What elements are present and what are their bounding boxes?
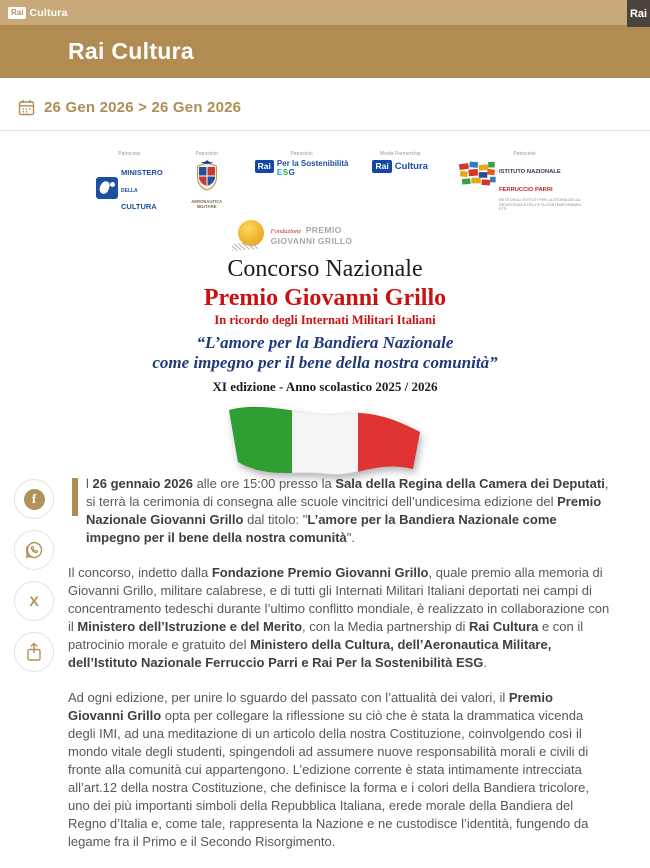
logo-istituto-parri <box>458 151 591 212</box>
logo-aeronautica-militare <box>185 151 229 210</box>
generic-share-button[interactable] <box>14 632 54 672</box>
calendar-icon <box>18 99 35 116</box>
aeronautica-crest-icon <box>195 160 219 196</box>
parri-subtext: RETE DEGLI ISTITUTI PER LA STORIA DELLA RESISTENZA E DELL'ETÀ CONTEMPORANEA - ETS <box>498 197 584 212</box>
poster-subtitle-imi: In ricordo degli Internati Militari Italiani <box>214 313 436 328</box>
article-paragraph: Ad ogni edizione, per unire lo sguardo del passato con l’attualità dei valori, il Premio Giovanni Grillo opta per collegare la riflessione su ciò che è stata la drammatica vicenda degli IMI, ad una meditazione di un articolo della nostra Costituzione, coinvolgendo così il mondo vitale degli studenti, spingendoli ad assumere nuove responsabilità morali e civili di fronte alla comunità cui appartengono. L’edizione corrente è stata intimamente intrecciata all’art.12 della nostra Costituzione, che definisce la forma e i colori della Bandiera tricolore, uno dei più importanti simboli della Repubblica Italiana, erede morale della Bandiera del Regno d’Italia e, come tale, rappresenta la Nazione e ne custodisce l’identità, fungendo da legame fra il Primo e il Secondo Risorgimento. <box>68 690 589 849</box>
parri-mosaic-icon <box>458 160 496 193</box>
whatsapp-share-button[interactable] <box>14 530 54 570</box>
ministero-cultura-icon <box>96 177 118 199</box>
logo-ministero-cultura <box>96 151 163 213</box>
fondazione-sun-icon <box>238 220 264 246</box>
channel-header-band <box>0 25 650 78</box>
article-paragraph: Il concorso, indetto dalla Fondazione Premio Giovanni Grillo, quale premio alla memoria di Giovanni Grillo, militare calabrese, e di tutti gli Internati Militari Italiani deportati nei campi di concentramento tedeschi durante l’ultimo conflitto mondiale, è realizzato in collaborazione con il Ministero dell’Istruzione e del Merito, con la Media partnership di Rai Cultura e con il patrocinio morale e gratuito del Ministero della Cultura, dell’Aeronautica Militare, dell’Istituto Nazionale Ferruccio Parri e Rai Per la Sostenibilità ESG. <box>68 565 610 670</box>
rai-cultura-logo[interactable] <box>8 7 68 19</box>
patronage-label: Patrocinio <box>195 151 218 157</box>
brand-cultura-label: Cultura <box>29 6 68 19</box>
article-body <box>68 475 631 868</box>
event-date-range: 26 Gen 2026 > 26 Gen 2026 <box>44 99 242 116</box>
share-rail <box>0 475 68 868</box>
logo-rai-sostenibilita <box>255 151 349 178</box>
article-paragraph: l 26 gennaio 2026 alle ore 15:00 presso la Sala della Regina della Camera dei Deputati, si terrà la cerimonia di consegna alle scuole vincitrici dell’undicesima edizione del Premio Nazionale Giovanni Grillo dal titolo: "L’amore per la Bandiera Nazionale come impegno per il bene della nostra comunità". <box>68 475 612 547</box>
rai-badge-icon: Rai <box>372 160 391 173</box>
premio-word: PREMIO <box>305 224 342 235</box>
facebook-share-button[interactable] <box>14 479 54 519</box>
patronage-label: Patrocinio <box>118 151 141 157</box>
drop-cap-bar <box>72 478 78 516</box>
ministero-line3: CULTURA <box>121 201 157 211</box>
parri-line2: FERRUCCIO PARRI <box>498 187 553 194</box>
aeronautica-label: AERONAUTICA MILITARE <box>191 199 223 210</box>
share-icon <box>25 642 43 662</box>
poster-title-concorso: Concorso Nazionale <box>227 256 423 283</box>
parri-line1: ISTITUTO NAZIONALE <box>498 169 561 175</box>
poster-edition: XI edizione - Anno scolastico 2025 / 2026 <box>212 379 438 395</box>
media-partnership-label: Media Partnership <box>379 151 421 157</box>
whatsapp-icon <box>24 540 44 560</box>
event-date-row <box>0 78 650 131</box>
poster-quote: “L’amore per la Bandiera Nazionale come impegno per il bene della nostra comunità” <box>152 333 498 373</box>
x-share-button[interactable] <box>14 581 54 621</box>
page-title: Rai Cultura <box>68 38 194 64</box>
top-bar <box>0 0 650 25</box>
article-section <box>0 475 650 868</box>
patronage-label: Patrocinio <box>290 151 313 157</box>
rai-logo-icon: Rai <box>8 7 26 19</box>
rai-cultura-label: Cultura <box>394 160 428 172</box>
poster-title-premio: Premio Giovanni Grillo <box>203 285 447 312</box>
ministero-line2: DELLA <box>121 187 138 194</box>
ministero-line1: MINISTERO <box>121 168 163 177</box>
patronage-label: Patrocinio <box>513 151 536 157</box>
fondazione-word: Fondazione <box>270 227 302 235</box>
logo-rai-cultura-media <box>372 151 427 173</box>
giovanni-grillo-word: GIOVANNI GRILLO <box>270 236 353 247</box>
rai-corner-logo[interactable]: Rai <box>627 0 650 27</box>
patronage-logos-row <box>96 151 650 213</box>
esg-label: ESG <box>276 167 296 177</box>
x-icon: X <box>29 593 39 609</box>
logo-fondazione-premio-grillo <box>0 220 590 246</box>
facebook-icon: f <box>24 489 45 510</box>
event-poster-image <box>0 131 650 451</box>
sostenibilita-label: Per la Sostenibilità <box>276 159 349 168</box>
rai-badge-icon: Rai <box>255 160 274 173</box>
